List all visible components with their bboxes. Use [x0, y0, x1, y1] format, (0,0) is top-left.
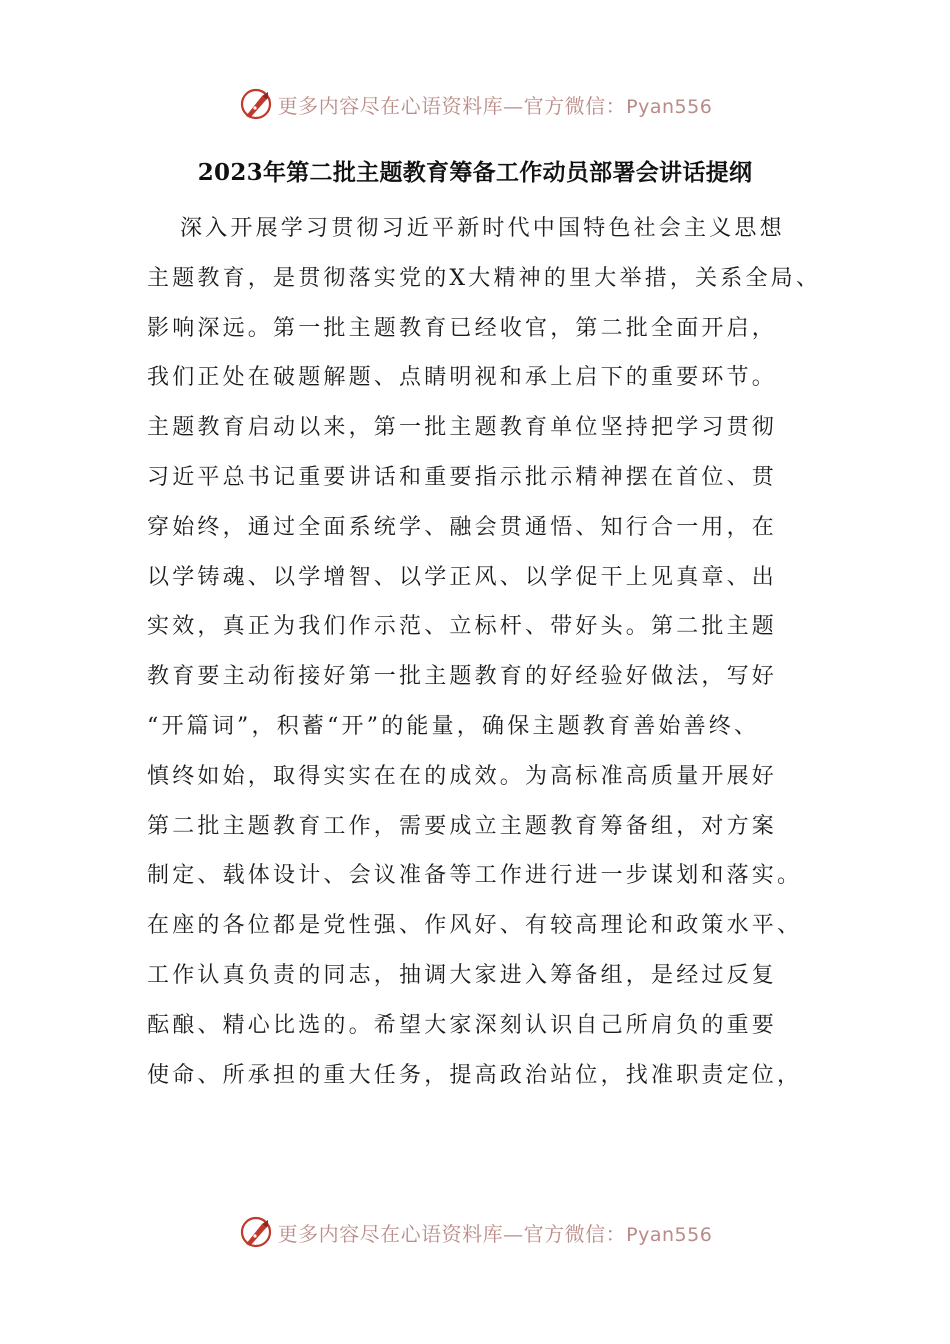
body-line: 主题教育，是贯彻落实党的X大精神的里大举措，关系全局、 [147, 265, 822, 291]
body-line: 工作认真负责的同志，抽调大家进入筹备组，是经过反复 [147, 962, 778, 988]
body-line: 第二批主题教育工作，需要成立主题教育筹备组，对方案 [147, 813, 778, 839]
pen-nib-logo-icon [238, 86, 274, 122]
body-line: 影响深远。第一批主题教育已经收官，第二批全面开启， [147, 315, 778, 341]
watermark-text: 更多内容尽在心语资料库—官方微信：Pyan556 [277, 93, 713, 118]
body-line: 慎终如始，取得实实在在的成效。为高标准高质量开展好 [147, 763, 778, 789]
body-line: 在座的各位都是党性强、作风好、有较高理论和政策水平、 [147, 913, 803, 939]
body-line: 使命、所承担的重大任务，提高政治站位，找准职责定位， [147, 1062, 803, 1088]
body-line: 习近平总书记重要讲话和重要指示批示精神摆在首位、贯 [147, 464, 778, 490]
document-title: 2023年第二批主题教育筹备工作动员部署会讲话提纲 [197, 159, 753, 186]
document-body [147, 204, 837, 1100]
body-line: 教育要主动衔接好第一批主题教育的好经验好做法，写好 [147, 664, 778, 690]
watermark-text: 更多内容尽在心语资料库—官方微信：Pyan556 [277, 1221, 713, 1246]
body-line: 以学铸魂、以学增智、以学正风、以学促干上见真章、出 [147, 564, 778, 590]
watermark-footer [0, 1212, 950, 1252]
body-line: 主题教育启动以来，第一批主题教育单位坚持把学习贯彻 [147, 415, 778, 441]
body-line: 穿始终，通过全面系统学、融会贯通悟、知行合一用，在 [147, 514, 778, 540]
body-line: 深入开展学习贯彻习近平新时代中国特色社会主义思想 [180, 216, 785, 241]
body-line: 实效，真正为我们作示范、立标杆、带好头。第二批主题 [147, 614, 778, 640]
body-line: 酝酿、精心比选的。希望大家深刻认识自己所肩负的重要 [147, 1012, 778, 1038]
body-line: 我们正处在破题解题、点睛明视和承上启下的重要环节。 [147, 365, 778, 391]
pen-nib-logo-icon [238, 1214, 274, 1250]
body-line: “开篇词”，积蓄“开”的能量，确保主题教育善始善终、 [147, 713, 760, 739]
watermark-header [0, 84, 950, 124]
body-line: 制定、载体设计、会议准备等工作进行进一步谋划和落实。 [147, 863, 803, 889]
